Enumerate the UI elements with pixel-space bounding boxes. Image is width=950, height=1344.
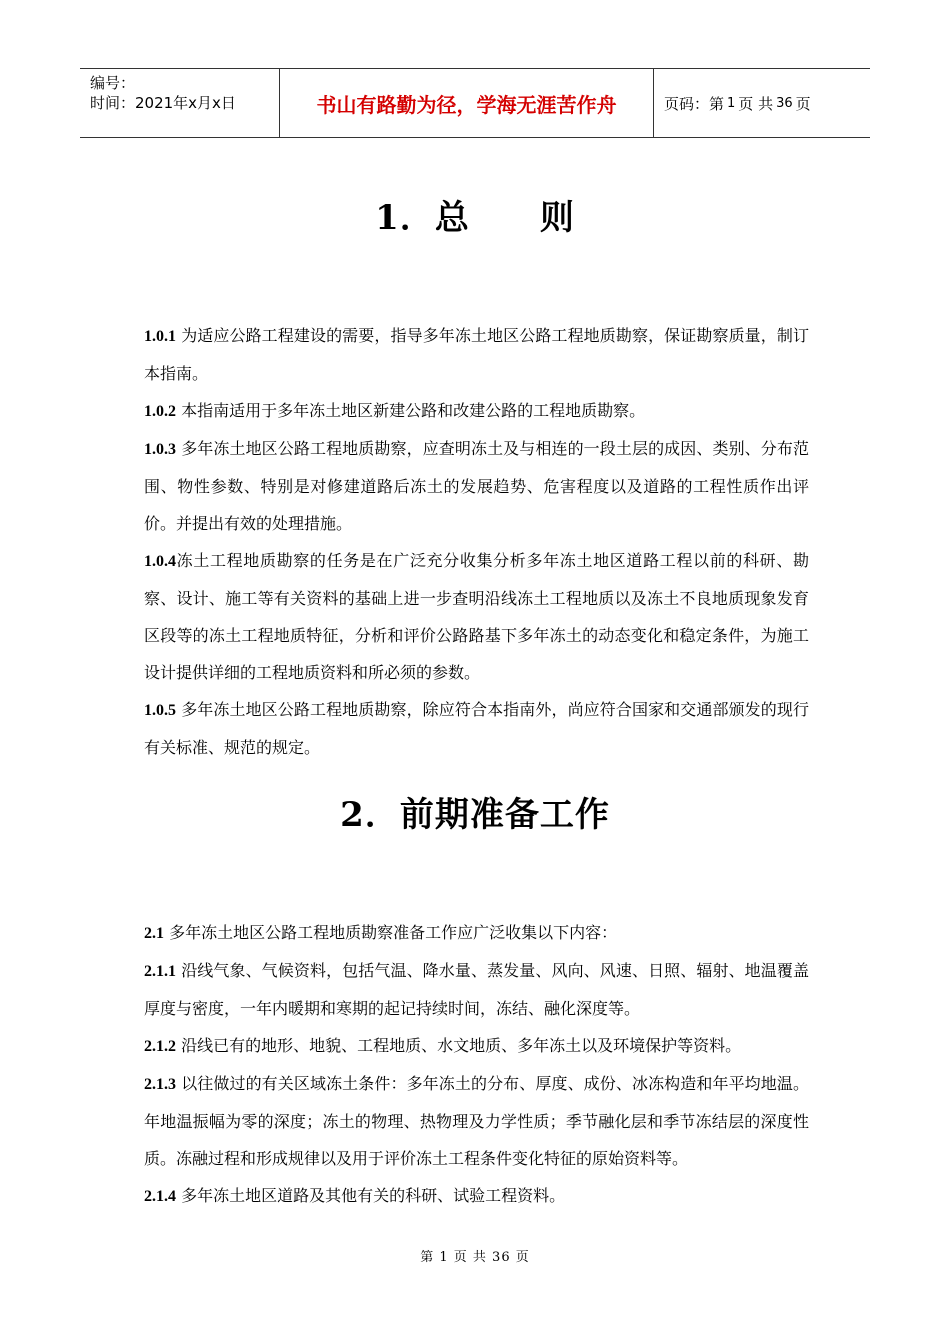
header-time-label: 时间：2021年x月x日 bbox=[90, 94, 236, 112]
clause-text: 沿线气象、气候资料，包括气温、降水量、蒸发量、风向、风速、日照、辐射、地温覆盖厚度与密度，一年内暖期和寒期的起记持续时间，冻结、融化深度等。 bbox=[144, 961, 809, 1018]
clause-text: 多年冻土地区公路工程地质勘察，应查明冻土及与相连的一段土层的成因、类别、分布范围、物性参数、特别是对修建道路后冻土的发展趋势、危害程度以及道路的工程性质作出评价。并提出有效的处理措施。 bbox=[144, 439, 809, 533]
clause-number: 1.0.3 bbox=[144, 441, 176, 458]
paragraph bbox=[144, 430, 809, 542]
clause-number: 2.1.1 bbox=[144, 963, 176, 980]
clause-number: 2.1 bbox=[144, 925, 164, 942]
clause-number: 1.0.2 bbox=[144, 403, 176, 420]
header-page-suffix: 页 bbox=[795, 94, 811, 113]
clause-number: 2.1.3 bbox=[144, 1076, 176, 1093]
section2-body bbox=[144, 914, 809, 1215]
paragraph bbox=[144, 1027, 809, 1065]
clause-number: 1.0.1 bbox=[144, 328, 176, 345]
section2-title: 2．前期准备工作 bbox=[340, 795, 610, 835]
clause-text: 多年冻土地区道路及其他有关的科研、试验工程资料。 bbox=[181, 1186, 566, 1205]
clause-text: 多年冻土地区公路工程地质勘察，除应符合本指南外，尚应符合国家和交通部颁发的现行有关标准、规范的规定。 bbox=[144, 700, 809, 757]
clause-text: 沿线已有的地形、地貌、工程地质、水文地质、多年冻土以及环境保护等资料。 bbox=[181, 1036, 742, 1055]
header-page-total: 36 bbox=[776, 95, 793, 111]
clause-text: 冻土工程地质勘察的任务是在广泛充分收集分析多年冻土地区道路工程以前的科研、勘察、设计、施工等有关资料的基础上进一步查明沿线冻土工程地质以及冻土不良地质现象发育区段等的冻土工程地质特征，分析和评价公路路基下多年冻土的动态变化和稳定条件，为施工设计提供详细的工程地质资料和所必须的参数。 bbox=[144, 551, 809, 682]
header-page-num: 1 bbox=[727, 95, 736, 111]
clause-number: 1.0.5 bbox=[144, 702, 176, 719]
paragraph bbox=[144, 392, 809, 430]
header-page-mid: 页 共 bbox=[738, 94, 774, 113]
header-page-prefix: 页码：第 bbox=[664, 94, 725, 113]
clause-text: 多年冻土地区公路工程地质勘察准备工作应广泛收集以下内容： bbox=[169, 923, 618, 942]
section1-title: 1．总 则 bbox=[375, 198, 575, 238]
header-motto: 书山有路勤为径，学海无涯苦作舟 bbox=[280, 69, 654, 137]
paragraph bbox=[144, 1065, 809, 1177]
page-header bbox=[80, 68, 870, 138]
section1-body bbox=[144, 317, 809, 766]
paragraph bbox=[144, 691, 809, 766]
clause-number: 2.1.2 bbox=[144, 1038, 176, 1055]
clause-text: 为适应公路工程建设的需要，指导多年冻土地区公路工程地质勘察，保证勘察质量，制订本指南。 bbox=[144, 326, 809, 383]
clause-number: 1.0.4 bbox=[144, 553, 176, 570]
paragraph bbox=[144, 914, 809, 952]
clause-number: 2.1.4 bbox=[144, 1188, 176, 1205]
paragraph bbox=[144, 317, 809, 392]
clause-text: 本指南适用于多年冻土地区新建公路和改建公路的工程地质勘察。 bbox=[181, 401, 646, 420]
header-number-label: 编号： bbox=[90, 74, 136, 92]
paragraph bbox=[144, 542, 809, 691]
page-footer: 第 1 页 共 36 页 bbox=[420, 1250, 530, 1265]
paragraph bbox=[144, 952, 809, 1027]
clause-text: 以往做过的有关区域冻土条件：多年冻土的分布、厚度、成份、冰冻构造和年平均地温。年地温振幅为零的深度；冻土的物理、热物理及力学性质；季节融化层和季节冻结层的深度性质。冻融过程和形成规律以及用于评价冻土工程条件变化特征的原始资料等。 bbox=[144, 1074, 809, 1168]
paragraph bbox=[144, 1177, 809, 1215]
header-page-info bbox=[654, 69, 870, 137]
header-meta bbox=[80, 69, 280, 137]
